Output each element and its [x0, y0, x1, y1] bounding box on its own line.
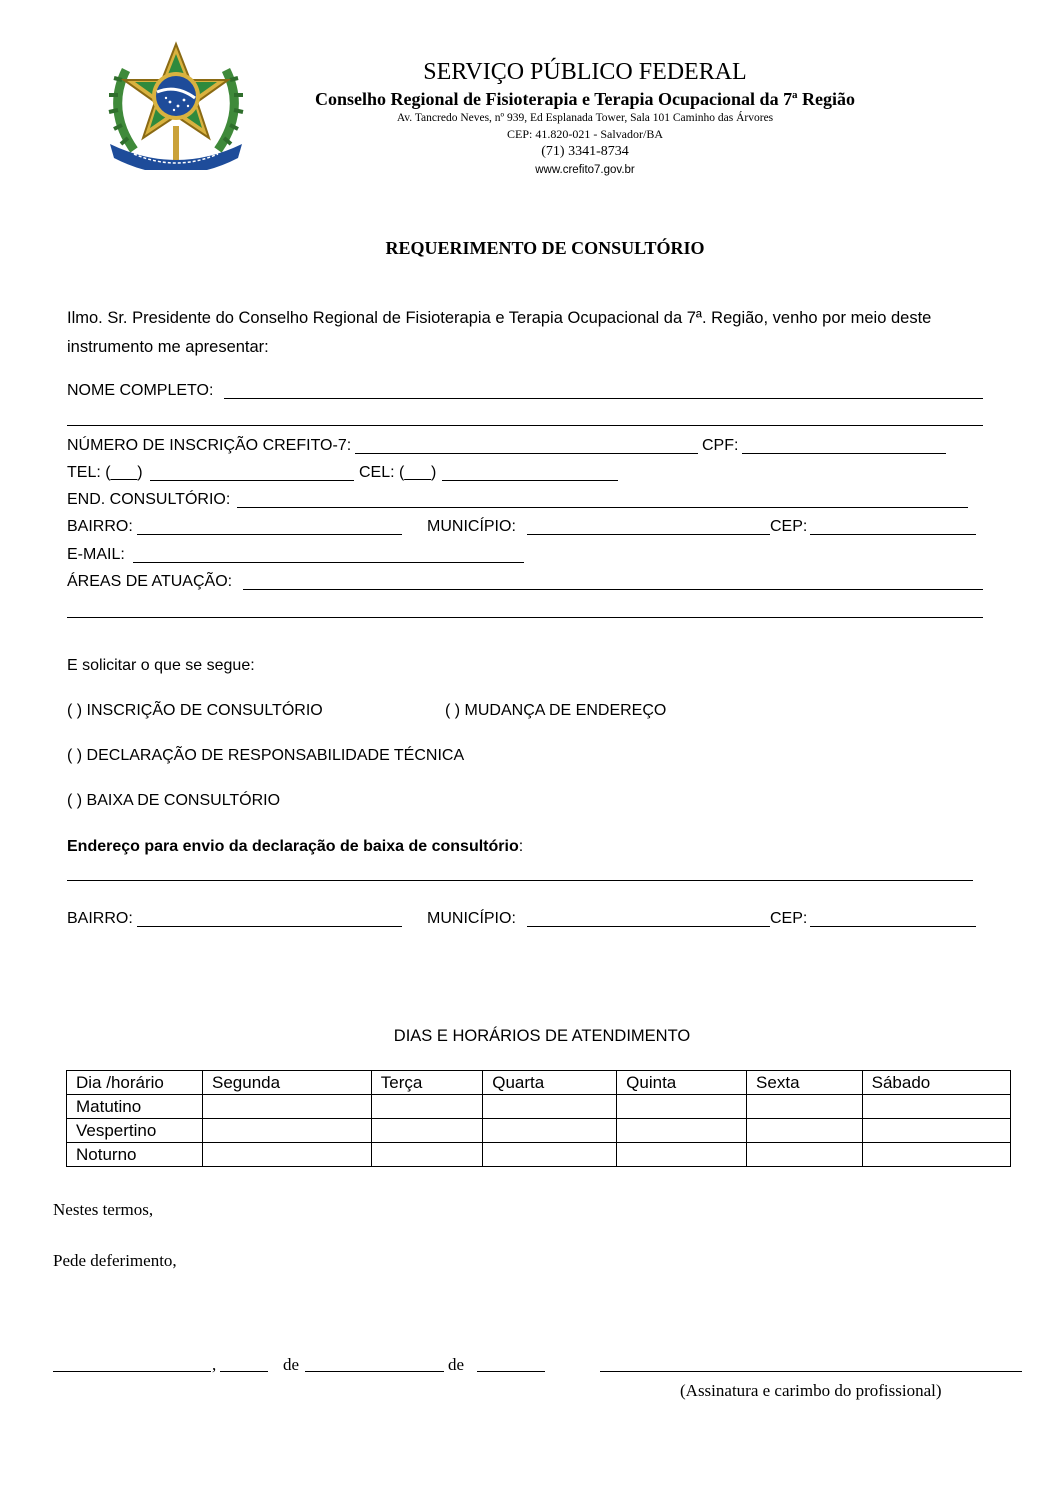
date-de-2: de — [448, 1355, 465, 1374]
baixa-bairro-field[interactable] — [137, 926, 402, 927]
end-field[interactable] — [237, 507, 968, 508]
document-title: REQUERIMENTO DE CONSULTÓRIO — [385, 238, 705, 258]
table-cell[interactable] — [617, 1143, 747, 1167]
table-row — [67, 1119, 1011, 1143]
email-label: E-MAIL: — [67, 546, 125, 563]
bairro-field[interactable] — [137, 534, 402, 535]
baixa-address-field[interactable] — [67, 880, 973, 881]
table-cell[interactable] — [203, 1119, 372, 1143]
email-field[interactable] — [133, 562, 524, 563]
header-cell: Terça — [371, 1071, 482, 1095]
nome-field-continuation[interactable] — [67, 425, 983, 426]
table-cell[interactable] — [483, 1143, 617, 1167]
request-intro: E solicitar o que se segue: — [67, 657, 255, 674]
option-baixa[interactable]: ( ) BAIXA DE CONSULTÓRIO — [67, 792, 281, 809]
closing-deferimento: Pede deferimento, — [53, 1251, 177, 1270]
municipio-field[interactable] — [527, 534, 770, 535]
schedule-title: DIAS E HORÁRIOS DE ATENDIMENTO — [393, 1027, 691, 1045]
row-label: Vespertino — [67, 1119, 203, 1143]
signature-caption: (Assinatura e carimbo do profissional) — [680, 1381, 942, 1400]
baixa-address-label — [67, 837, 523, 857]
municipio-label: MUNICÍPIO: — [427, 518, 516, 535]
table-cell[interactable] — [747, 1119, 863, 1143]
brazil-coat-of-arms-icon — [104, 40, 248, 170]
end-label: END. CONSULTÓRIO: — [67, 491, 231, 508]
table-cell[interactable] — [617, 1119, 747, 1143]
schedule-table — [66, 1070, 1011, 1167]
header-address: Av. Tancredo Neves, nº 939, Ed Esplanada Tower, Sala 101 Caminho das Árvores — [396, 112, 774, 124]
row-label: Noturno — [67, 1143, 203, 1167]
baixa-cep-field[interactable] — [810, 926, 976, 927]
header-cell: Quarta — [483, 1071, 617, 1095]
closing-termos: Nestes termos, — [53, 1200, 154, 1219]
header-cell: Quinta — [617, 1071, 747, 1095]
table-cell[interactable] — [371, 1119, 482, 1143]
intro-line-2: instrumento me apresentar: — [67, 338, 269, 356]
table-cell[interactable] — [371, 1095, 482, 1119]
header-cell: Sábado — [862, 1071, 1010, 1095]
cpf-label: CPF: — [702, 437, 739, 454]
baixa-municipio-field[interactable] — [527, 926, 770, 927]
header-title: SERVIÇO PÚBLICO FEDERAL — [423, 59, 747, 85]
bairro-label: BAIRRO: — [67, 518, 133, 535]
date-city-field[interactable] — [53, 1371, 211, 1372]
date-month-field[interactable] — [305, 1371, 444, 1372]
date-comma: , — [212, 1355, 217, 1374]
date-de-1: de — [283, 1355, 300, 1374]
cel-label: CEL: (___) — [359, 464, 437, 481]
areas-field[interactable] — [243, 589, 983, 590]
header-cell: Sexta — [747, 1071, 863, 1095]
date-day-field[interactable] — [220, 1371, 268, 1372]
table-cell[interactable] — [862, 1095, 1010, 1119]
baixa-address-colon: : — [518, 838, 524, 855]
areas-field-continuation[interactable] — [67, 617, 983, 618]
table-cell[interactable] — [747, 1143, 863, 1167]
header-cep: CEP: 41.820-021 - Salvador/BA — [507, 127, 663, 141]
option-inscricao[interactable]: ( ) INSCRIÇÃO DE CONSULTÓRIO — [67, 702, 323, 719]
table-row — [67, 1095, 1011, 1119]
table-cell[interactable] — [862, 1143, 1010, 1167]
table-cell[interactable] — [203, 1143, 372, 1167]
row-label: Matutino — [67, 1095, 203, 1119]
option-declaracao[interactable]: ( ) DECLARAÇÃO DE RESPONSABILIDADE TÉCNICA — [67, 747, 465, 764]
baixa-municipio-label: MUNICÍPIO: — [427, 910, 516, 927]
cel-field[interactable] — [442, 480, 618, 481]
header-website: www.crefito7.gov.br — [535, 164, 635, 176]
table-cell[interactable] — [747, 1095, 863, 1119]
tel-field[interactable] — [150, 480, 354, 481]
cpf-field[interactable] — [742, 453, 946, 454]
table-cell[interactable] — [862, 1119, 1010, 1143]
option-mudanca[interactable]: ( ) MUDANÇA DE ENDEREÇO — [445, 702, 667, 719]
cep-label: CEP: — [770, 518, 808, 535]
table-cell[interactable] — [617, 1095, 747, 1119]
inscricao-label: NÚMERO DE INSCRIÇÃO CREFITO-7: — [67, 437, 352, 454]
baixa-cep-label: CEP: — [770, 910, 808, 927]
tel-label: TEL: (___) — [67, 464, 143, 481]
nome-label: NOME COMPLETO: — [67, 382, 214, 399]
table-cell[interactable] — [483, 1095, 617, 1119]
header-cell: Dia /horário — [67, 1071, 203, 1095]
table-header-row — [67, 1071, 1011, 1095]
nome-field[interactable] — [224, 398, 983, 399]
baixa-address-label-text: Endereço para envio da declaração de baixa de consultório — [67, 838, 519, 855]
table-cell[interactable] — [483, 1119, 617, 1143]
inscricao-field[interactable] — [355, 453, 698, 454]
baixa-bairro-label: BAIRRO: — [67, 910, 133, 927]
table-cell[interactable] — [371, 1143, 482, 1167]
areas-label: ÁREAS DE ATUAÇÃO: — [67, 573, 233, 590]
header-council: Conselho Regional de Fisioterapia e Terapia Ocupacional da 7ª Região — [315, 89, 855, 109]
date-year-field[interactable] — [477, 1371, 545, 1372]
header-phone: (71) 3341-8734 — [541, 144, 629, 159]
table-cell[interactable] — [203, 1095, 372, 1119]
cep-field[interactable] — [810, 534, 976, 535]
signature-field[interactable] — [600, 1371, 1022, 1372]
header-cell: Segunda — [203, 1071, 372, 1095]
intro-line-1: Ilmo. Sr. Presidente do Conselho Regional de Fisioterapia e Terapia Ocupacional da 7ª. Região, venho por meio deste — [67, 309, 932, 327]
table-row — [67, 1143, 1011, 1167]
